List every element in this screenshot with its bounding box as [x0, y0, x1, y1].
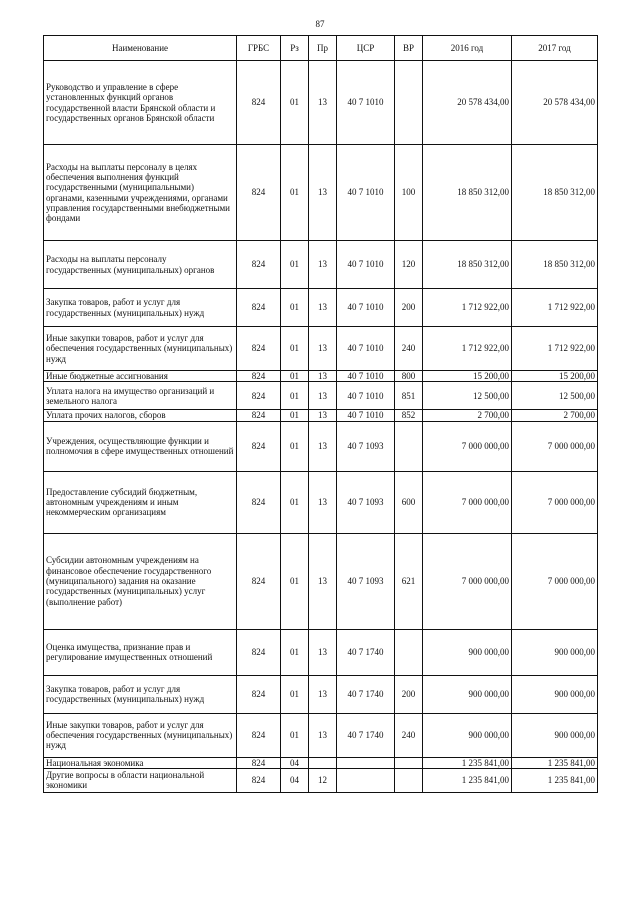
budget-table: [43, 35, 598, 793]
row-name: Закупка товаров, работ и услуг для государственных (муниципальных) нужд: [44, 675, 237, 713]
row-name: Иные бюджетные ассигнования: [44, 371, 237, 382]
row-csr: 40 7 1093: [337, 421, 395, 471]
row-pr: 13: [309, 713, 337, 757]
row-name: Руководство и управление в сфере установленных функций органов государственной власти Брянской области и государственных органов Брянской области: [44, 61, 237, 145]
table-row: [44, 757, 598, 768]
row-rz: 01: [281, 713, 309, 757]
row-amount-2017: 2 700,00: [512, 410, 598, 421]
row-pr: [309, 757, 337, 768]
row-name: Оценка имущества, признание прав и регулирование имущественных отношений: [44, 629, 237, 675]
row-csr: 40 7 1010: [337, 61, 395, 145]
table-row: [44, 471, 598, 533]
row-name: Расходы на выплаты персоналу государственных (муниципальных) органов: [44, 241, 237, 289]
table-header-row: [44, 36, 598, 61]
column-header-pr: Пр: [309, 36, 337, 61]
row-grbs: 824: [237, 768, 281, 792]
row-name: Закупка товаров, работ и услуг для государственных (муниципальных) нужд: [44, 289, 237, 327]
table-row: [44, 629, 598, 675]
row-name: Иные закупки товаров, работ и услуг для обеспечения государственных (муниципальных) нужд: [44, 327, 237, 371]
row-csr: 40 7 1740: [337, 675, 395, 713]
row-grbs: 824: [237, 241, 281, 289]
row-name: Предоставление субсидий бюджетным, автономным учреждениям и иным некоммерческим организациям: [44, 471, 237, 533]
row-pr: 13: [309, 629, 337, 675]
row-csr: 40 7 1740: [337, 629, 395, 675]
column-header-csr: ЦСР: [337, 36, 395, 61]
row-vr: [395, 757, 423, 768]
row-amount-2016: 900 000,00: [423, 629, 512, 675]
row-vr: [395, 629, 423, 675]
row-vr: 852: [395, 410, 423, 421]
row-csr: [337, 757, 395, 768]
row-vr: [395, 768, 423, 792]
row-vr: 240: [395, 713, 423, 757]
column-header-2016: 2016 год: [423, 36, 512, 61]
row-amount-2016: 15 200,00: [423, 371, 512, 382]
row-rz: 01: [281, 145, 309, 241]
row-vr: 200: [395, 289, 423, 327]
row-csr: 40 7 1010: [337, 241, 395, 289]
row-grbs: 824: [237, 421, 281, 471]
row-name: Учреждения, осуществляющие функции и полномочия в сфере имущественных отношений: [44, 421, 237, 471]
table-row: [44, 371, 598, 382]
table-row: [44, 145, 598, 241]
row-csr: [337, 768, 395, 792]
row-csr: 40 7 1093: [337, 533, 395, 629]
row-amount-2016: 2 700,00: [423, 410, 512, 421]
row-csr: 40 7 1010: [337, 410, 395, 421]
row-pr: 13: [309, 61, 337, 145]
row-csr: 40 7 1740: [337, 713, 395, 757]
column-header-grbs: ГРБС: [237, 36, 281, 61]
row-name: Уплата прочих налогов, сборов: [44, 410, 237, 421]
row-name: Национальная экономика: [44, 757, 237, 768]
row-vr: 100: [395, 145, 423, 241]
table-row: [44, 533, 598, 629]
row-amount-2016: 1 235 841,00: [423, 757, 512, 768]
row-amount-2017: 1 235 841,00: [512, 768, 598, 792]
row-rz: 04: [281, 757, 309, 768]
row-name: Субсидии автономным учреждениям на финансовое обеспечение государственного (муниципального) задания на оказание государственных (муниципальных) услуг (выполнение работ): [44, 533, 237, 629]
table-row: [44, 327, 598, 371]
row-pr: 13: [309, 410, 337, 421]
row-rz: 01: [281, 410, 309, 421]
row-name: Расходы на выплаты персоналу в целях обеспечения выполнения функций государственными (муниципальными) органами, казенными учреждениями, органами управления государственными внебюджетными фондами: [44, 145, 237, 241]
row-name: Другие вопросы в области национальной экономики: [44, 768, 237, 792]
row-amount-2017: 900 000,00: [512, 629, 598, 675]
row-amount-2017: 900 000,00: [512, 713, 598, 757]
row-pr: 13: [309, 421, 337, 471]
row-rz: 01: [281, 675, 309, 713]
table-row: [44, 241, 598, 289]
row-pr: 13: [309, 145, 337, 241]
row-grbs: 824: [237, 289, 281, 327]
row-amount-2016: 7 000 000,00: [423, 533, 512, 629]
row-grbs: 824: [237, 382, 281, 410]
row-pr: 13: [309, 241, 337, 289]
row-amount-2017: 7 000 000,00: [512, 421, 598, 471]
table-row: [44, 675, 598, 713]
row-amount-2016: 900 000,00: [423, 713, 512, 757]
table-body: [44, 61, 598, 793]
row-rz: 04: [281, 768, 309, 792]
row-vr: 240: [395, 327, 423, 371]
row-pr: 12: [309, 768, 337, 792]
row-pr: 13: [309, 471, 337, 533]
row-amount-2016: 7 000 000,00: [423, 421, 512, 471]
row-amount-2016: 20 578 434,00: [423, 61, 512, 145]
row-grbs: 824: [237, 471, 281, 533]
row-amount-2017: 18 850 312,00: [512, 241, 598, 289]
row-grbs: 824: [237, 629, 281, 675]
row-amount-2017: 7 000 000,00: [512, 533, 598, 629]
table-row: [44, 713, 598, 757]
column-header-2017: 2017 год: [512, 36, 598, 61]
row-csr: 40 7 1093: [337, 471, 395, 533]
row-amount-2016: 900 000,00: [423, 675, 512, 713]
row-pr: 13: [309, 675, 337, 713]
row-rz: 01: [281, 371, 309, 382]
row-amount-2017: 1 712 922,00: [512, 327, 598, 371]
row-grbs: 824: [237, 757, 281, 768]
row-vr: 200: [395, 675, 423, 713]
row-amount-2017: 12 500,00: [512, 382, 598, 410]
row-rz: 01: [281, 61, 309, 145]
row-rz: 01: [281, 289, 309, 327]
row-grbs: 824: [237, 327, 281, 371]
row-vr: [395, 421, 423, 471]
row-grbs: 824: [237, 533, 281, 629]
row-amount-2017: 18 850 312,00: [512, 145, 598, 241]
row-pr: 13: [309, 533, 337, 629]
table-row: [44, 61, 598, 145]
row-pr: 13: [309, 289, 337, 327]
row-rz: 01: [281, 629, 309, 675]
row-vr: 800: [395, 371, 423, 382]
row-amount-2016: 1 712 922,00: [423, 289, 512, 327]
row-amount-2017: 1 235 841,00: [512, 757, 598, 768]
row-amount-2017: 15 200,00: [512, 371, 598, 382]
row-name: Иные закупки товаров, работ и услуг для обеспечения государственных (муниципальных) нужд: [44, 713, 237, 757]
column-header-vr: ВР: [395, 36, 423, 61]
row-amount-2016: 1 712 922,00: [423, 327, 512, 371]
row-vr: 621: [395, 533, 423, 629]
column-header-name: Наименование: [44, 36, 237, 61]
row-rz: 01: [281, 533, 309, 629]
table-row: [44, 289, 598, 327]
row-rz: 01: [281, 327, 309, 371]
row-rz: 01: [281, 421, 309, 471]
row-csr: 40 7 1010: [337, 371, 395, 382]
row-rz: 01: [281, 382, 309, 410]
row-grbs: 824: [237, 675, 281, 713]
row-rz: 01: [281, 471, 309, 533]
row-vr: [395, 61, 423, 145]
row-amount-2017: 7 000 000,00: [512, 471, 598, 533]
row-vr: 851: [395, 382, 423, 410]
row-csr: 40 7 1010: [337, 145, 395, 241]
row-vr: 600: [395, 471, 423, 533]
column-header-rz: Рз: [281, 36, 309, 61]
row-pr: 13: [309, 371, 337, 382]
table-row: [44, 421, 598, 471]
row-grbs: 824: [237, 61, 281, 145]
row-amount-2017: 900 000,00: [512, 675, 598, 713]
row-pr: 13: [309, 327, 337, 371]
row-amount-2017: 20 578 434,00: [512, 61, 598, 145]
row-csr: 40 7 1010: [337, 327, 395, 371]
row-amount-2016: 18 850 312,00: [423, 241, 512, 289]
row-amount-2016: 18 850 312,00: [423, 145, 512, 241]
row-amount-2016: 12 500,00: [423, 382, 512, 410]
row-amount-2016: 1 235 841,00: [423, 768, 512, 792]
row-vr: 120: [395, 241, 423, 289]
page-number: 87: [315, 19, 325, 29]
row-pr: 13: [309, 382, 337, 410]
row-csr: 40 7 1010: [337, 382, 395, 410]
row-name: Уплата налога на имущество организаций и земельного налога: [44, 382, 237, 410]
row-amount-2016: 7 000 000,00: [423, 471, 512, 533]
row-rz: 01: [281, 241, 309, 289]
row-grbs: 824: [237, 713, 281, 757]
table-row: [44, 768, 598, 792]
table-row: [44, 410, 598, 421]
row-amount-2017: 1 712 922,00: [512, 289, 598, 327]
row-grbs: 824: [237, 371, 281, 382]
row-grbs: 824: [237, 410, 281, 421]
row-csr: 40 7 1010: [337, 289, 395, 327]
row-grbs: 824: [237, 145, 281, 241]
table-row: [44, 382, 598, 410]
